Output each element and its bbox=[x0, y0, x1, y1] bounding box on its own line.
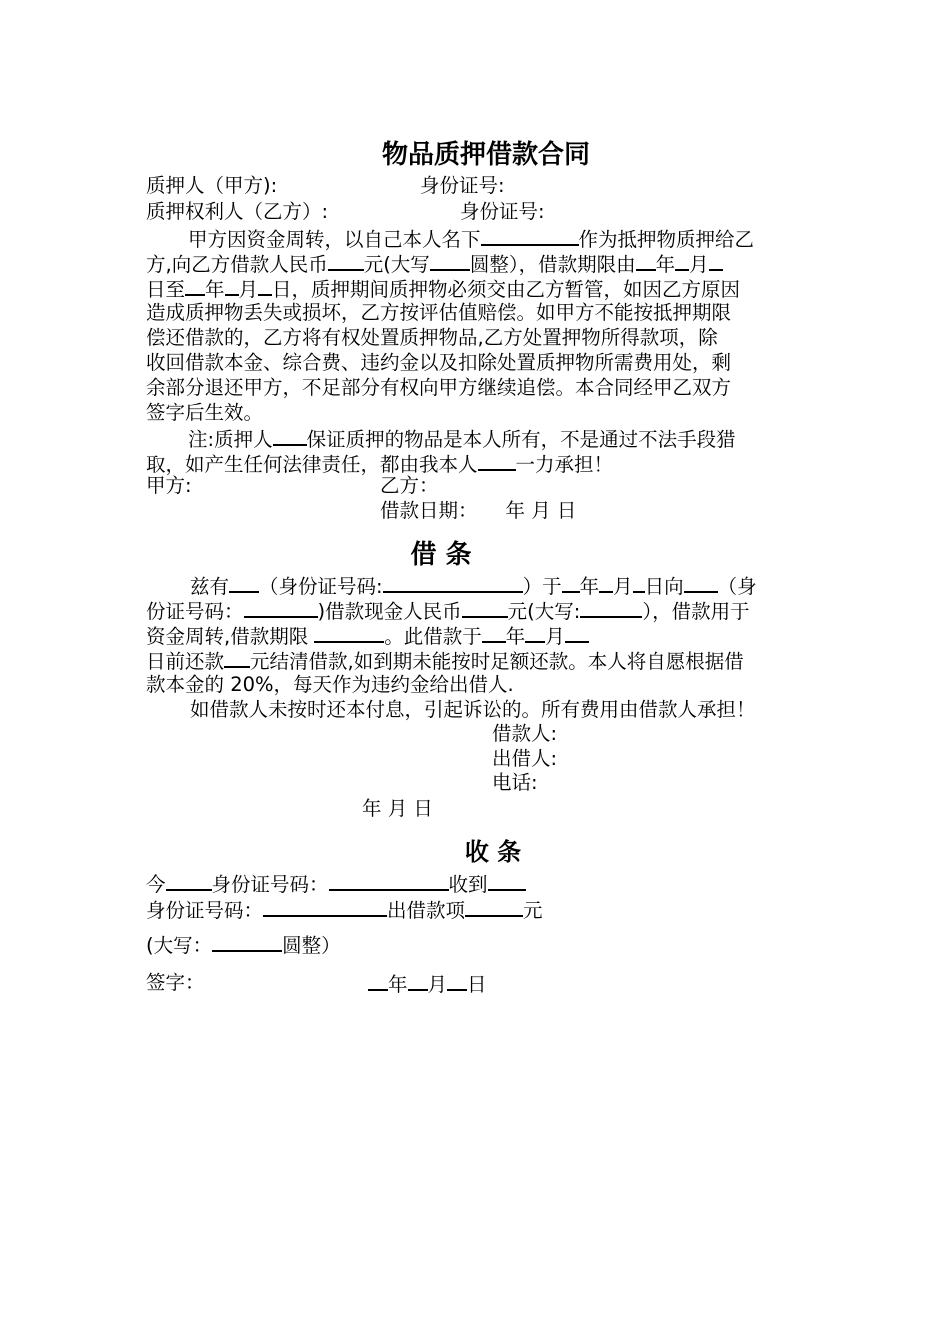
receipt-line-1: 今 身份证号码： 收到 bbox=[146, 871, 526, 897]
iou-line-2: 份证号码： )借款现金人民币 元(大写: ），借款用于 bbox=[146, 600, 750, 623]
iou-title: 借 条 bbox=[410, 540, 472, 570]
iou-date: 年 月 日 bbox=[362, 797, 433, 820]
iou-lender-label: 出借人: bbox=[492, 747, 558, 770]
pledgor-label: 质押人（甲方): bbox=[146, 174, 278, 197]
party-a-label: 甲方: bbox=[146, 474, 192, 497]
contract-line-7: 余部分退还甲方，不足部分有权向甲方继续追偿。本合同经甲乙双方 bbox=[146, 376, 732, 399]
receipt-sign-label: 签字： bbox=[146, 971, 205, 994]
contract-line-8: 签字后生效。 bbox=[146, 401, 264, 424]
contract-line-2: 方,向乙方借款人民币 元(大写 圆整），借款期限由 年 月 bbox=[146, 251, 723, 277]
amount-blank bbox=[328, 251, 364, 271]
contract-line-4: 造成质押物丢失或损坏，乙方按评估值赔偿。如甲方不能按抵押期限 bbox=[146, 301, 732, 324]
iou-line-5: 款本金的 20%，每天作为违约金给出借人. bbox=[146, 673, 514, 696]
pledgee-label: 质押权利人（乙方）: bbox=[146, 200, 329, 223]
receipt-date: 年 月 日 bbox=[368, 971, 487, 997]
pledgee-id-label: 身份证号: bbox=[460, 200, 545, 223]
note-line-1: 注:质押人 保证质押的物品是本人所有，不是通过不法手段猎 bbox=[188, 428, 736, 451]
contract-line-6: 收回借款本金、综合费、违约金以及扣除处置质押物所需费用处，剩 bbox=[146, 351, 732, 374]
iou-line-1: 兹有 （身份证号码: ）于 年 月 日向 （身 bbox=[190, 575, 757, 598]
iou-phone-label: 电话: bbox=[492, 771, 538, 794]
receipt-line-3: (大写： 圆整） bbox=[146, 934, 341, 957]
iou-borrower-label: 借款人: bbox=[492, 722, 558, 745]
party-b-label: 乙方： bbox=[380, 474, 439, 497]
iou-line-3: 资金周转,借款期限 。此借款于 年 月 bbox=[146, 623, 589, 649]
iou-line-6: 如借款人未按时还本付息，引起诉讼的。所有费用由借款人承担！ bbox=[190, 698, 756, 721]
receipt-line-2: 身份证号码： 出借款项 元 bbox=[146, 899, 543, 922]
loan-date: 借款日期： 年 月 日 bbox=[380, 499, 577, 522]
iou-line-4: 日前还款 元结清借款,如到期未能按时足额还款。本人将自愿根据借 bbox=[146, 650, 744, 673]
note-line-2: 取，如产生任何法律责任，都由我本人 一力承担！ bbox=[146, 453, 614, 476]
contract-line-5: 偿还借款的，乙方将有权处置质押物品,乙方处置押物所得款项，除 bbox=[146, 326, 718, 349]
receipt-title: 收 条 bbox=[464, 838, 522, 866]
contract-title: 物品质押借款合同 bbox=[381, 140, 590, 170]
contract-line-3: 日至 年 月 日，质押期间质押物必须交由乙方暂管，如因乙方原因 bbox=[146, 278, 741, 301]
collateral-blank bbox=[481, 226, 579, 246]
amount-words-blank bbox=[430, 251, 470, 271]
pledgor-id-label: 身份证号: bbox=[420, 174, 505, 197]
contract-line-1: 甲方因资金周转，以自己本人名下 作为抵押物质押给乙 bbox=[188, 228, 755, 251]
